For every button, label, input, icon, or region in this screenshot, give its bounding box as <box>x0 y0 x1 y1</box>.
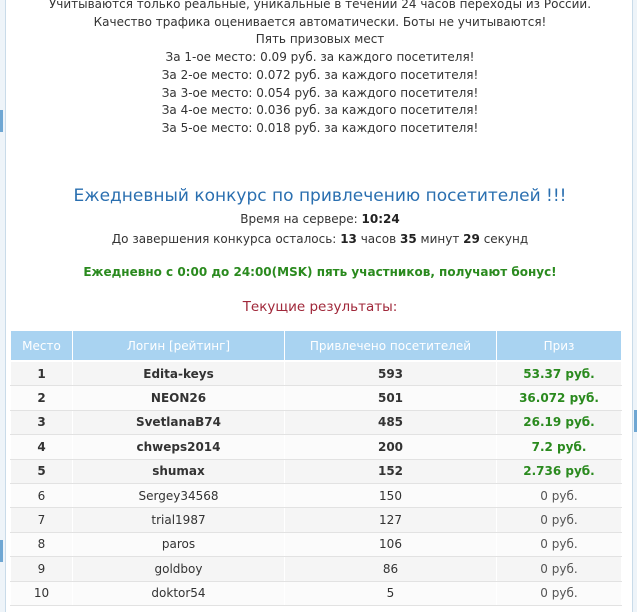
visitors-cell: 106 <box>285 532 497 556</box>
visitors-cell: 501 <box>285 386 497 410</box>
prize-cell: 0 руб. <box>497 483 622 507</box>
header-visitors: Привлечено посетителей <box>285 331 497 362</box>
place-cell: 3 <box>11 410 73 434</box>
right-frame-edge <box>632 0 637 612</box>
table-row <box>11 508 622 532</box>
countdown-hours-label: часов <box>360 231 397 246</box>
countdown-seconds: 29 <box>463 231 480 246</box>
place-cell: 1 <box>11 361 73 386</box>
place-cell: 9 <box>11 557 73 581</box>
visitors-cell: 150 <box>285 483 497 507</box>
prize-cell: 26.19 руб. <box>497 410 622 434</box>
place-cell: 4 <box>11 435 73 459</box>
visitors-cell: 152 <box>285 459 497 483</box>
visitors-cell: 86 <box>285 557 497 581</box>
rules-line: Качество трафика оценивается автоматически. Боты не учитываются! <box>93 14 547 29</box>
table-row <box>11 435 622 459</box>
table-row <box>11 557 622 581</box>
left-frame-edge <box>0 0 6 612</box>
results-table <box>10 330 622 606</box>
rules-line: Пять призовых мест <box>255 32 385 47</box>
prize-rule-line: За 5-ое место: 0.018 руб. за каждого посетителя! <box>161 120 479 135</box>
login-cell: shumax <box>73 459 285 483</box>
prize-rule-line: За 4-ое место: 0.036 руб. за каждого посетителя! <box>161 103 479 118</box>
server-time-label: Время на сервере: <box>240 211 358 226</box>
prize-rule-line: За 2-ое место: 0.072 руб. за каждого посетителя! <box>161 67 479 82</box>
server-time-value: 10:24 <box>361 211 400 226</box>
server-time <box>8 209 632 229</box>
login-cell: Sergey34568 <box>73 483 285 507</box>
header-place: Место <box>11 331 73 362</box>
contest-rules <box>8 0 632 138</box>
contest-title: Ежедневный конкурс по привлечению посетителей !!! <box>73 185 567 206</box>
results-heading: Текущие результаты: <box>242 298 398 315</box>
table-row <box>11 386 622 410</box>
prize-cell: 0 руб. <box>497 532 622 556</box>
login-cell: goldboy <box>73 557 285 581</box>
table-row <box>11 361 622 386</box>
prize-cell: 0 руб. <box>497 557 622 581</box>
countdown-minutes: 35 <box>400 231 417 246</box>
countdown-label: До завершения конкурса осталось: <box>111 231 337 246</box>
place-cell: 7 <box>11 508 73 532</box>
header-login: Логин [рейтинг] <box>73 331 285 362</box>
left-edge-marker <box>0 110 3 132</box>
table-row <box>11 459 622 483</box>
table-header-row <box>11 331 622 362</box>
prize-cell: 36.072 руб. <box>497 386 622 410</box>
prize-cell: 0 руб. <box>497 581 622 605</box>
prize-cell: 53.37 руб. <box>497 361 622 386</box>
login-cell: SvetlanaB74 <box>73 410 285 434</box>
bonus-notice: Ежедневно с 0:00 до 24:00(MSK) пять участников, получают бонус! <box>83 264 557 279</box>
countdown-seconds-label: секунд <box>483 231 529 246</box>
place-cell: 8 <box>11 532 73 556</box>
table-row <box>11 410 622 434</box>
prize-rule-line: За 1-ое место: 0.09 руб. за каждого посетителя! <box>165 50 475 65</box>
prize-rule-line: За 3-ое место: 0.054 руб. за каждого посетителя! <box>161 85 479 100</box>
place-cell: 6 <box>11 483 73 507</box>
countdown-hours: 13 <box>340 231 357 246</box>
table-row <box>11 581 622 605</box>
place-cell: 10 <box>11 581 73 605</box>
place-cell: 2 <box>11 386 73 410</box>
table-row <box>11 532 622 556</box>
visitors-cell: 200 <box>285 435 497 459</box>
login-cell: Edita-keys <box>73 361 285 386</box>
login-cell: trial1987 <box>73 508 285 532</box>
visitors-cell: 127 <box>285 508 497 532</box>
prize-cell: 2.736 руб. <box>497 459 622 483</box>
contest-countdown <box>8 229 632 249</box>
login-cell: doktor54 <box>73 581 285 605</box>
visitors-cell: 485 <box>285 410 497 434</box>
table-row <box>11 483 622 507</box>
rules-line: Учитываются только реальные, уникальные в течении 24 часов переходы из России. <box>48 0 592 11</box>
login-cell: chweps2014 <box>73 435 285 459</box>
login-cell: NEON26 <box>73 386 285 410</box>
contest-content <box>8 0 632 317</box>
countdown-minutes-label: минут <box>420 231 460 246</box>
header-prize: Приз <box>497 331 622 362</box>
visitors-cell: 5 <box>285 581 497 605</box>
prize-cell: 7.2 руб. <box>497 435 622 459</box>
visitors-cell: 593 <box>285 361 497 386</box>
place-cell: 5 <box>11 459 73 483</box>
login-cell: paros <box>73 532 285 556</box>
prize-cell: 0 руб. <box>497 508 622 532</box>
left-edge-marker <box>0 540 3 562</box>
